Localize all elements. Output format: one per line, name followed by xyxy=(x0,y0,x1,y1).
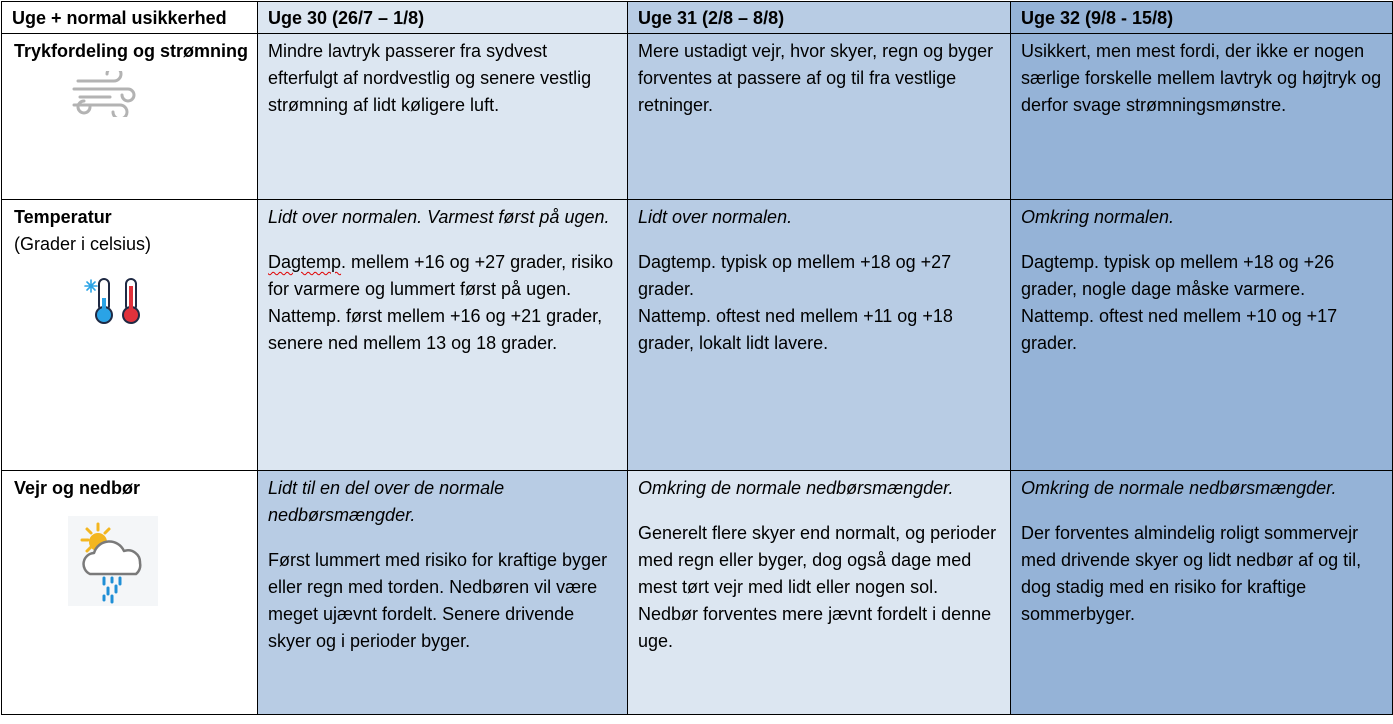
header-week-32: Uge 32 (9/8 - 15/8) xyxy=(1011,2,1393,34)
header-uncertainty: Uge + normal usikkerhed xyxy=(2,2,258,34)
text-precipitation-week32-body: Der forventes almindelig roligt sommervejr med drivende skyer og lidt nedbør af og til, dog stadig med en risiko for kraftige sommerbyger. xyxy=(1021,523,1362,624)
cell-precipitation-week31 xyxy=(628,471,1011,715)
label-temperature-sub: (Grader i celsius) xyxy=(14,234,152,254)
header-week-30: Uge 30 (26/7 – 1/8) xyxy=(258,2,628,34)
cell-temperature-week31 xyxy=(628,200,1011,471)
text-temperature-week31-day: Dagtemp. typisk op mellem +18 og +27 grader. xyxy=(638,252,952,299)
header-row xyxy=(2,2,1393,34)
thermometer-icon xyxy=(84,276,154,326)
text-temperature-week30-day-rest: . mellem +16 og +27 grader, risiko for varmere og lummert først på ugen. xyxy=(268,252,614,299)
header-week-31: Uge 31 (2/8 – 8/8) xyxy=(628,2,1011,34)
text-precipitation-week32-summary: Omkring de normale nedbørsmængder. xyxy=(1021,478,1337,498)
row-label-temperature xyxy=(2,200,258,471)
text-temperature-week30-night: Nattemp. først mellem +16 og +21 grader, senere ned mellem 13 og 18 grader. xyxy=(268,306,603,353)
cell-precipitation-week32 xyxy=(1011,471,1393,715)
text-temperature-week32-day: Dagtemp. typisk op mellem +18 og +26 grader, nogle dage måske varmere. xyxy=(1021,252,1335,299)
text-temperature-week30-day-word: Dagtemp xyxy=(268,252,342,272)
row-temperature xyxy=(2,200,1393,471)
text-precipitation-week30-body: Først lummert med risiko for kraftige byger eller regn med torden. Nedbøren vil være meget ujævnt fordelt. Senere drivende skyer og i perioder byger. xyxy=(268,550,608,651)
row-precipitation xyxy=(2,471,1393,715)
text-precipitation-week31-summary: Omkring de normale nedbørsmængder. xyxy=(638,478,954,498)
row-label-pressure xyxy=(2,34,258,200)
text-precipitation-week31-body: Generelt flere skyer end normalt, og perioder med regn eller byger, dog også dage med mest tørt vejr med lidt eller nogen sol. Nedbør forventes mere jævnt fordelt i denne uge. xyxy=(638,523,997,651)
cell-temperature-week32 xyxy=(1011,200,1393,471)
label-precipitation: Vejr og nedbør xyxy=(14,478,141,498)
text-temperature-week32-night: Nattemp. oftest ned mellem +10 og +17 grader. xyxy=(1021,306,1338,353)
text-temperature-week30-summary: Lidt over normalen. Varmest først på ugen. xyxy=(268,207,610,227)
sun-cloud-rain-icon xyxy=(68,516,158,606)
text-precipitation-week30-summary: Lidt til en del over de normale nedbørsmængder. xyxy=(268,478,505,525)
cell-pressure-week30 xyxy=(258,34,628,200)
forecast-table xyxy=(1,1,1393,715)
cell-precipitation-week30 xyxy=(258,471,628,715)
text-pressure-week32: Usikkert, men mest fordi, der ikke er nogen særlige forskelle mellem lavtryk og højtryk og derfor svage strømningsmønstre. xyxy=(1021,41,1382,115)
cell-pressure-week31 xyxy=(628,34,1011,200)
text-temperature-week30-day xyxy=(268,249,617,303)
cell-pressure-week32 xyxy=(1011,34,1393,200)
label-temperature: Temperatur xyxy=(14,207,112,227)
cell-temperature-week30 xyxy=(258,200,628,471)
text-temperature-week31-night: Nattemp. oftest ned mellem +11 og +18 grader, lokalt lidt lavere. xyxy=(638,306,953,353)
row-label-precipitation xyxy=(2,471,258,715)
text-pressure-week31: Mere ustadigt vejr, hvor skyer, regn og byger forventes at passere af og til fra vestlige retninger. xyxy=(638,41,994,115)
wind-icon xyxy=(70,71,140,117)
text-temperature-week31-summary: Lidt over normalen. xyxy=(638,207,793,227)
row-pressure xyxy=(2,34,1393,200)
label-pressure: Trykfordeling og strømning xyxy=(14,41,249,61)
text-temperature-week32-summary: Omkring normalen. xyxy=(1021,207,1175,227)
text-pressure-week30: Mindre lavtryk passerer fra sydvest efterfulgt af nordvestlig og senere vestlig strømning af lidt køligere luft. xyxy=(268,41,592,115)
